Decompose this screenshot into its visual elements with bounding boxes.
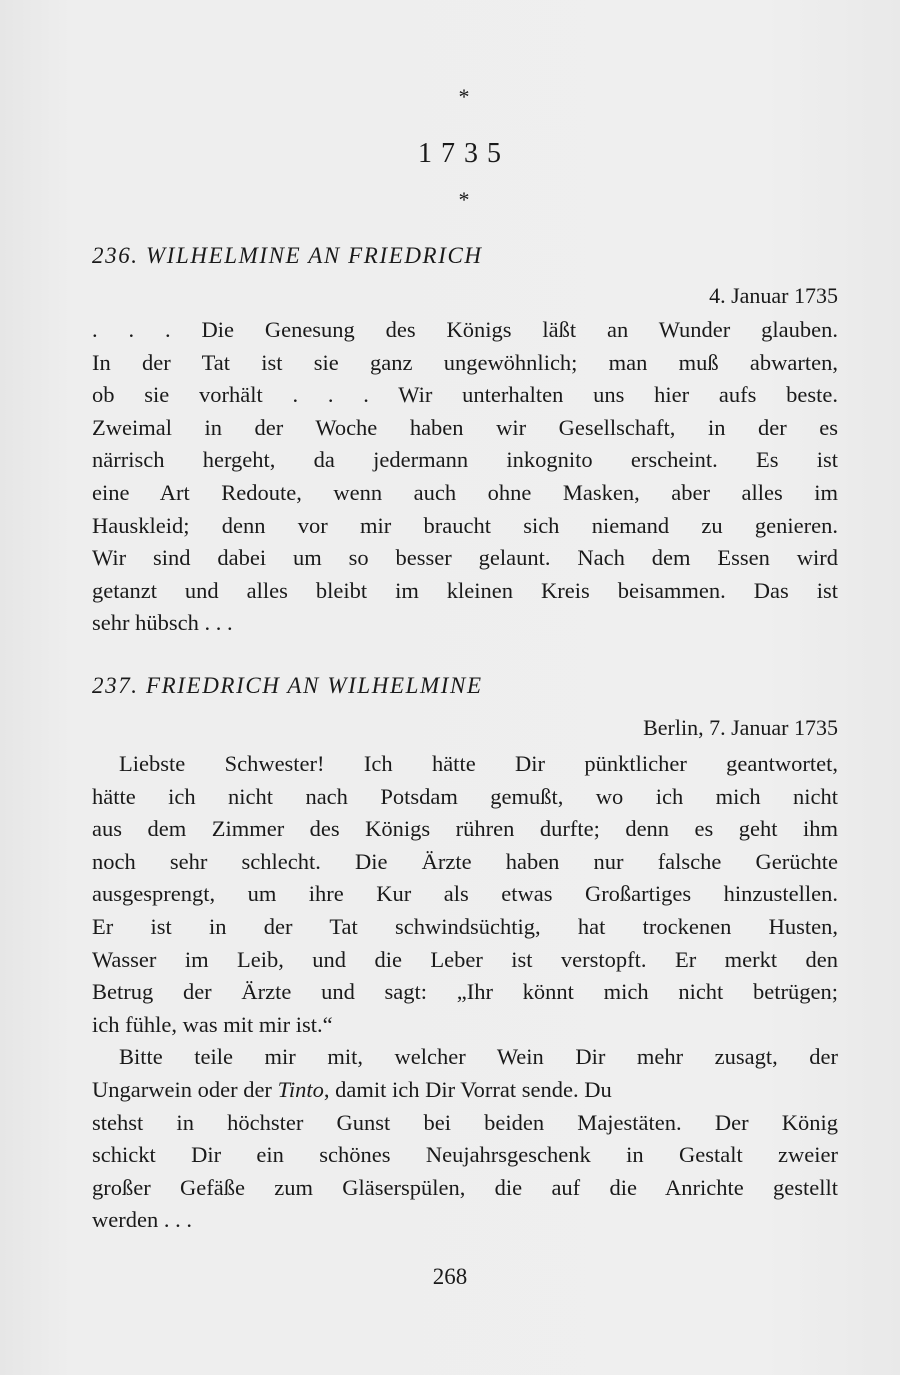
text-line: sehr hübsch . . . bbox=[92, 610, 233, 636]
text-line: hätte ich nicht nach Potsdam gemußt, wo ich mich nicht bbox=[92, 783, 838, 809]
letter-date-237: Berlin, 7. Januar 1735 bbox=[643, 715, 838, 740]
text-line: In der Tat ist sie ganz ungewöhnlich; man muß abwarten, bbox=[92, 349, 838, 375]
letter-body-236 bbox=[92, 314, 838, 640]
text-line: ob sie vorhält . . . Wir unterhalten uns hier aufs beste. bbox=[92, 382, 838, 408]
letter-heading-236: 236. WILHELMINE AN FRIEDRICH bbox=[92, 243, 483, 268]
text-line: Betrug der Ärzte und sagt: „Ihr könnt mich nicht betrügen; bbox=[92, 979, 838, 1005]
letter-date-236: 4. Januar 1735 bbox=[709, 283, 838, 308]
paragraph bbox=[92, 1041, 838, 1237]
text-line: Wir sind dabei um so besser gelaunt. Nach dem Essen wird bbox=[92, 545, 838, 571]
text-line: großer Gefäße zum Gläserspülen, die auf die Anrichte gestellt bbox=[92, 1174, 838, 1200]
text-line: . . . Die Genesung des Königs läßt an Wunder glauben. bbox=[92, 317, 838, 342]
text-line: ausgesprengt, um ihre Kur als etwas Großartiges hinzustellen. bbox=[92, 881, 838, 907]
text-line: ich fühle, was mit mir ist.“ bbox=[92, 1011, 333, 1037]
text-line: eine Art Redoute, wenn auch ohne Masken, aber alles im bbox=[92, 479, 838, 505]
text-line: aus dem Zimmer des Königs rühren durfte; denn es geht ihm bbox=[92, 816, 838, 842]
ornament-star-top: * bbox=[458, 84, 470, 109]
text-line: Er ist in der Tat schwindsüchtig, hat trockenen Husten, bbox=[92, 913, 838, 939]
text-line: Liebste Schwester! Ich hätte Dir pünktlicher geantwortet, bbox=[119, 751, 838, 776]
letter-heading-237: 237. FRIEDRICH AN WILHELMINE bbox=[92, 673, 483, 698]
text-line: Bitte teile mir mit, welcher Wein Dir mehr zusagt, der bbox=[119, 1044, 838, 1070]
text-segment: , damit ich Dir Vorrat sende. Du bbox=[323, 1076, 612, 1102]
paragraph bbox=[92, 314, 838, 640]
letter-body-237 bbox=[92, 748, 838, 1237]
text-line: stehst in höchster Gunst bei beiden Majestäten. Der König bbox=[92, 1109, 838, 1135]
text-line: getanzt und alles bleibt im kleinen Kreis beisammen. Das ist bbox=[92, 577, 838, 603]
text-segment: Ungarwein oder der bbox=[92, 1076, 278, 1102]
ornament-star-bottom: * bbox=[458, 187, 470, 212]
page-number: 268 bbox=[432, 1264, 468, 1289]
text-line: Zweimal in der Woche haben wir Gesellschaft, in der es bbox=[92, 414, 838, 440]
italic-word: Tinto bbox=[277, 1076, 324, 1102]
text-line: schickt Dir ein schönes Neujahrsgeschenk in Gestalt zweier bbox=[92, 1142, 838, 1168]
paragraph bbox=[92, 748, 838, 1041]
year-heading: 1735 bbox=[418, 138, 510, 169]
text-line: närrisch hergeht, da jedermann inkognito erscheint. Es ist bbox=[92, 447, 838, 473]
text-line bbox=[92, 1074, 838, 1107]
text-line: werden . . . bbox=[92, 1207, 192, 1233]
text-line: Hauskleid; denn vor mir braucht sich niemand zu genieren. bbox=[92, 512, 838, 538]
text-line: noch sehr schlecht. Die Ärzte haben nur falsche Gerüchte bbox=[92, 848, 838, 874]
text-line: Wasser im Leib, und die Leber ist verstopft. Er merkt den bbox=[92, 946, 838, 972]
